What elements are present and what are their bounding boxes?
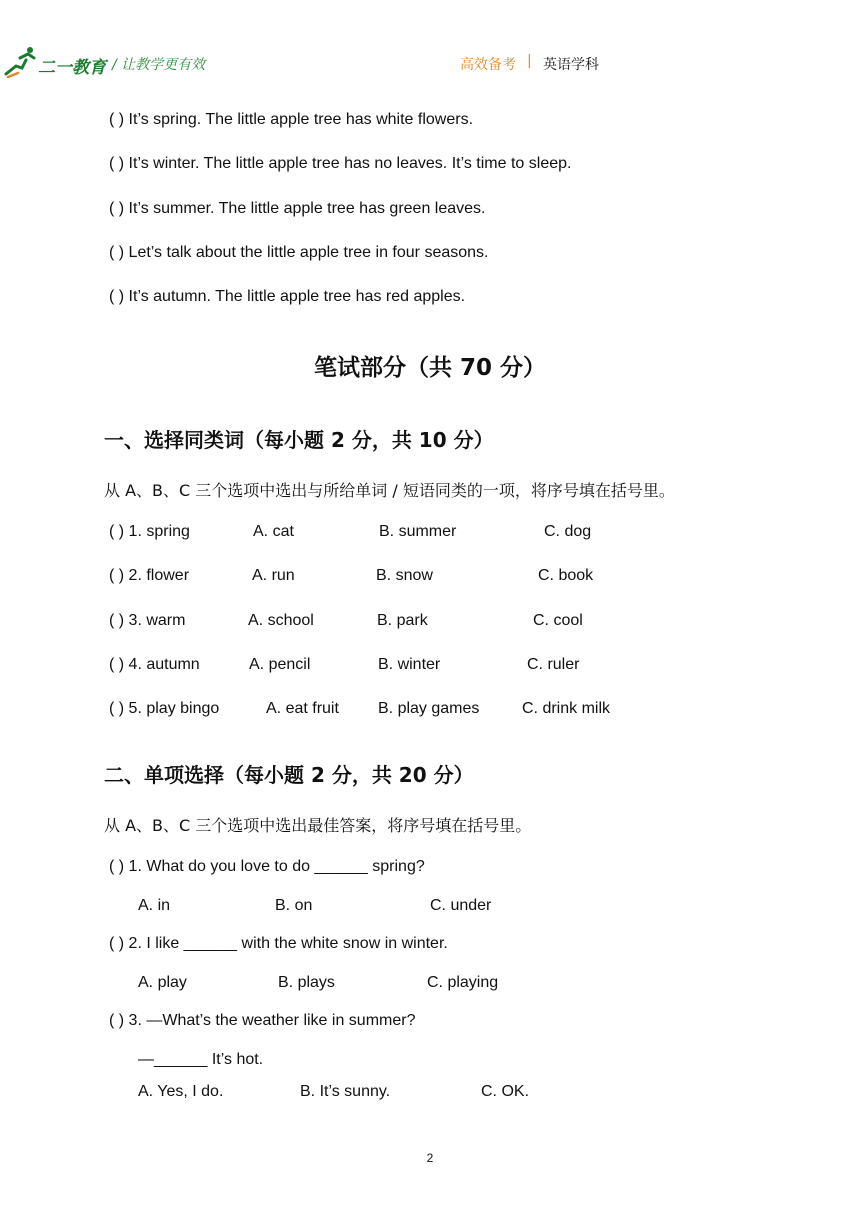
s1-q4-option-b: B. winter xyxy=(378,656,441,673)
s2-q2-option-c: C. playing xyxy=(427,974,499,991)
s2-q3-line2: —______ It’s hot. xyxy=(138,1051,264,1068)
s1-q1-option-a: A. cat xyxy=(253,523,294,540)
slogan: / 让教学更有效 xyxy=(112,57,206,73)
s1-q5-option-c: C. drink milk xyxy=(522,700,611,717)
runner-icon xyxy=(4,44,40,78)
s2-q2-option-b: B. plays xyxy=(278,974,335,991)
s1-q1-stem: ( ) 1. spring xyxy=(109,523,190,540)
subject-label: 英语学科 xyxy=(543,57,599,73)
s2-q2-option-a: A. play xyxy=(138,974,187,991)
listening-item: ( ) It’s summer. The little apple tree has green leaves. xyxy=(109,200,486,217)
section2-title: 二、单项选择（每小题 2 分，共 20 分） xyxy=(104,763,474,787)
listening-item: ( ) It’s winter. The little apple tree has no leaves. It’s time to sleep. xyxy=(109,155,572,172)
s1-q4-option-a: A. pencil xyxy=(249,656,311,673)
s2-q2-stem: ( ) 2. I like ______ with the white snow in winter. xyxy=(109,935,448,952)
section1-instruction: 从 A、B、C 三个选项中选出与所给单词 / 短语同类的一项，将序号填在括号里。 xyxy=(104,481,675,500)
s1-q4-option-c: C. ruler xyxy=(527,656,580,673)
page-number: 2 xyxy=(426,1151,434,1165)
s2-q1-option-a: A. in xyxy=(138,897,171,914)
listening-item: ( ) It’s autumn. The little apple tree has red apples. xyxy=(109,288,466,305)
s2-q3-option-b: B. It’s sunny. xyxy=(300,1083,391,1100)
s2-q1-option-b: B. on xyxy=(275,897,313,914)
s1-q2-option-b: B. snow xyxy=(376,567,433,584)
written-part-title: 笔试部分（共 70 分） xyxy=(313,355,547,381)
listening-item: ( ) It’s spring. The little apple tree has white flowers. xyxy=(109,111,474,128)
s1-q3-stem: ( ) 3. warm xyxy=(109,612,186,629)
s1-q1-option-b: B. summer xyxy=(379,523,457,540)
section2-instruction: 从 A、B、C 三个选项中选出最佳答案，将序号填在括号里。 xyxy=(104,816,532,835)
header-divider: | xyxy=(527,53,532,69)
s2-q1-stem: ( ) 1. What do you love to do ______ spring? xyxy=(109,858,425,875)
s2-q3-stem: ( ) 3. —What’s the weather like in summer? xyxy=(109,1012,416,1029)
exam-label: 高效备考 xyxy=(460,57,516,73)
s1-q2-option-c: C. book xyxy=(538,567,594,584)
s1-q5-option-a: A. eat fruit xyxy=(266,700,339,717)
s2-q1-option-c: C. under xyxy=(430,897,492,914)
s1-q1-option-c: C. dog xyxy=(544,523,592,540)
s1-q2-option-a: A. run xyxy=(252,567,295,584)
s1-q5-stem: ( ) 5. play bingo xyxy=(109,700,220,717)
s1-q3-option-b: B. park xyxy=(377,612,428,629)
s1-q3-option-a: A. school xyxy=(248,612,314,629)
s1-q4-stem: ( ) 4. autumn xyxy=(109,656,200,673)
logo-text: 二一教育 xyxy=(38,58,106,78)
s2-q3-option-a: A. Yes, I do. xyxy=(138,1083,224,1100)
listening-item: ( ) Let’s talk about the little apple tree in four seasons. xyxy=(109,244,489,261)
logo xyxy=(4,44,40,78)
section1-title: 一、选择同类词（每小题 2 分，共 10 分） xyxy=(104,428,494,452)
s1-q2-stem: ( ) 2. flower xyxy=(109,567,190,584)
s1-q5-option-b: B. play games xyxy=(378,700,480,717)
s1-q3-option-c: C. cool xyxy=(533,612,583,629)
s2-q3-option-c: C. OK. xyxy=(481,1083,530,1100)
